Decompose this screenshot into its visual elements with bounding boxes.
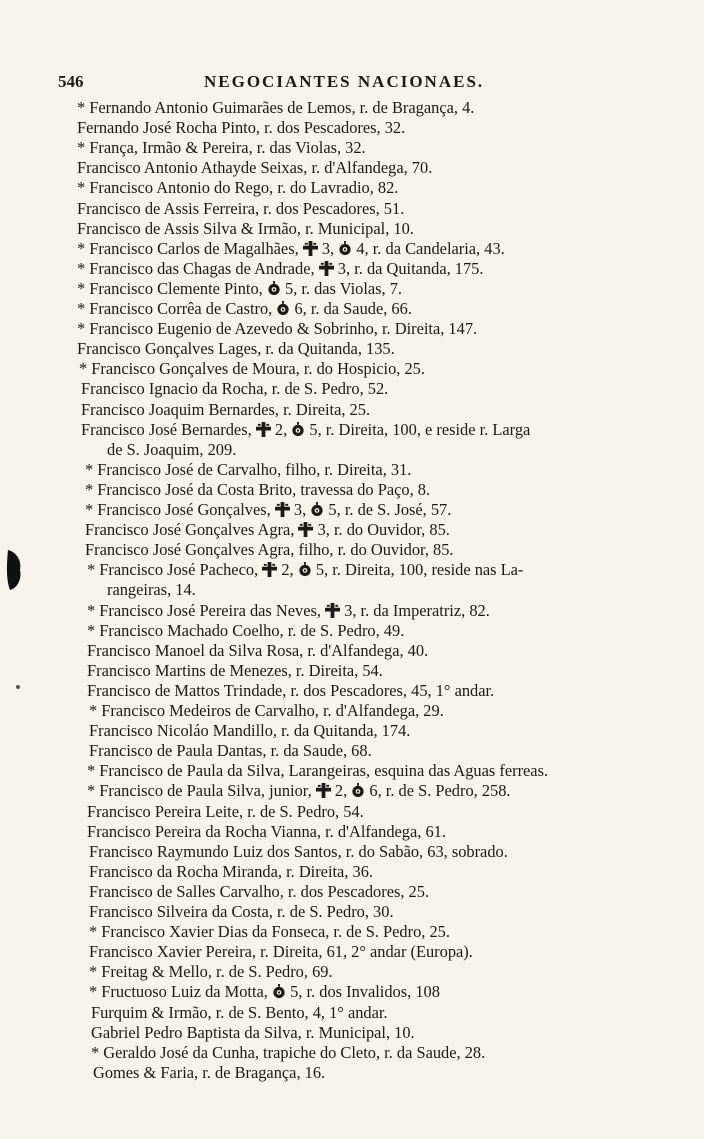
directory-entry: Francisco Nicoláo Mandillo, r. da Quitanda, 174. xyxy=(89,721,411,741)
directory-entry: * Francisco de Paula Silva, junior, 2, 6, r. de S. Pedro, 258. xyxy=(87,781,511,801)
order-cross-icon xyxy=(303,241,318,256)
directory-entry: rangeiras, 14. xyxy=(107,580,196,600)
directory-entry: * Francisco Antonio do Rego, r. do Lavradio, 82. xyxy=(77,178,399,198)
directory-entry: * Francisco José Gonçalves, 3, 5, r. de S. José, 57. xyxy=(85,500,452,519)
directory-entry: Francisco Xavier Pereira, r. Direita, 61, 2° andar (Europa). xyxy=(89,942,473,962)
directory-entry: Francisco de Mattos Trindade, r. dos Pescadores, 45, 1° andar. xyxy=(87,680,495,700)
directory-entry: * Francisco José Pereira das Neves, 3, r. da Imperatriz, 82. xyxy=(87,600,490,620)
order-cross-icon xyxy=(256,422,271,437)
order-rose-icon xyxy=(298,562,312,577)
directory-entry: * Francisco Carlos de Magalhães, 3, 4, r. da Candelaria, 43. xyxy=(77,238,505,258)
order-rose-icon xyxy=(338,241,352,256)
order-cross-icon xyxy=(298,522,313,537)
directory-entry: * Francisco Gonçalves de Moura, r. do Hospicio, 25. xyxy=(79,359,425,379)
directory-entry: * Francisco José da Costa Brito, travessa do Paço, 8. xyxy=(85,479,431,499)
order-rose-icon xyxy=(351,783,365,798)
directory-entry: Francisco de Assis Silva & Irmão, r. Municipal, 10. xyxy=(77,218,414,238)
directory-entry: Francisco Ignacio da Rocha, r. de S. Pedro, 52. xyxy=(81,379,389,399)
directory-entry: Francisco José Bernardes, 2, 5, r. Direita, 100, e reside r. Larga xyxy=(81,419,531,439)
order-rose-icon xyxy=(291,422,305,437)
order-cross-icon xyxy=(325,603,340,618)
page-number: 546 xyxy=(58,72,84,91)
ink-dot xyxy=(16,685,20,689)
order-cross-icon xyxy=(262,562,277,577)
page-header xyxy=(58,72,618,96)
directory-entry: Francisco Raymundo Luiz dos Santos, r. do Sabão, 63, sobrado. xyxy=(89,841,508,861)
directory-entry: Francisco Pereira Leite, r. de S. Pedro, 54. xyxy=(87,801,364,821)
directory-entry: * Geraldo José da Cunha, trapiche do Cleto, r. da Saude, 28. xyxy=(91,1042,486,1062)
directory-entry: * Francisco Eugenio de Azevedo & Sobrinho, r. Direita, 147. xyxy=(77,319,478,339)
order-cross-icon xyxy=(275,502,290,517)
directory-entry: Francisco José Gonçalves Agra, 3, r. do Ouvidor, 85. xyxy=(85,520,450,540)
directory-entry: Francisco Antonio Athayde Seixas, r. d'Alfandega, 70. xyxy=(77,158,433,178)
directory-entry: * Francisco Machado Coelho, r. de S. Pedro, 49. xyxy=(87,620,405,640)
directory-entry: Francisco Gonçalves Lages, r. da Quitanda, 135. xyxy=(77,339,395,359)
directory-entry: * Francisco das Chagas de Andrade, 3, r. da Quitanda, 175. xyxy=(77,258,484,278)
running-title: NEGOCIANTES NACIONAES. xyxy=(204,72,485,91)
directory-entry: Francisco de Salles Carvalho, r. dos Pescadores, 25. xyxy=(89,881,430,901)
directory-entry: * Francisco Xavier Dias da Fonseca, r. de S. Pedro, 25. xyxy=(89,922,450,942)
directory-entry: * Freitag & Mello, r. de S. Pedro, 69. xyxy=(89,962,333,982)
ink-blot-mark xyxy=(4,548,24,592)
directory-entry: Francisco de Paula Dantas, r. da Saude, 68. xyxy=(89,741,372,761)
directory-entry: Francisco Manoel da Silva Rosa, r. d'Alfandega, 40. xyxy=(87,640,429,660)
directory-entry: * Francisco José de Carvalho, filho, r. Direita, 31. xyxy=(85,459,412,479)
directory-entry: * Francisco Medeiros de Carvalho, r. d'Alfandega, 29. xyxy=(89,701,444,720)
directory-entry: Francisco Martins de Menezes, r. Direita, 54. xyxy=(87,660,383,680)
directory-entry: * França, Irmão & Pereira, r. das Violas, 32. xyxy=(77,138,366,158)
directory-entry: Francisco de Assis Ferreira, r. dos Pescadores, 51. xyxy=(77,198,405,218)
order-rose-icon xyxy=(276,301,290,316)
directory-entry: Gomes & Faria, r. de Bragança, 16. xyxy=(93,1062,326,1082)
order-rose-icon xyxy=(272,984,286,999)
directory-entry: * Fructuoso Luiz da Motta, 5, r. dos Invalidos, 108 xyxy=(89,982,440,1002)
directory-entry: Francisco José Gonçalves Agra, filho, r. do Ouvidor, 85. xyxy=(85,540,454,560)
order-cross-icon xyxy=(316,783,331,798)
directory-entry: * Fernando Antonio Guimarães de Lemos, r. de Bragança, 4. xyxy=(77,98,475,117)
directory-entry: Francisco Joaquim Bernardes, r. Direita, 25. xyxy=(81,399,371,419)
directory-entry: de S. Joaquim, 209. xyxy=(107,439,237,459)
directory-entry: * Francisco Clemente Pinto, 5, r. das Violas, 7. xyxy=(77,278,403,298)
order-cross-icon xyxy=(319,261,334,276)
order-rose-icon xyxy=(267,281,281,296)
order-rose-icon xyxy=(310,502,324,517)
directory-entry: Francisco Pereira da Rocha Vianna, r. d'Alfandega, 61. xyxy=(87,821,446,841)
directory-entry: Francisco Silveira da Costa, r. de S. Pedro, 30. xyxy=(89,902,394,921)
directory-entry: * Francisco Corrêa de Castro, 6, r. da Saude, 66. xyxy=(77,299,412,318)
directory-entry: * Francisco José Pacheco, 2, 5, r. Direita, 100, reside nas La- xyxy=(87,560,524,580)
directory-entry: Gabriel Pedro Baptista da Silva, r. Municipal, 10. xyxy=(91,1022,415,1042)
directory-entry: Francisco da Rocha Miranda, r. Direita, 36. xyxy=(89,861,374,881)
directory-entry: Furquim & Irmão, r. de S. Bento, 4, 1° andar. xyxy=(91,1002,388,1022)
directory-entry: * Francisco de Paula da Silva, Larangeiras, esquina das Aguas ferreas. xyxy=(87,761,549,781)
directory-entry: Fernando José Rocha Pinto, r. dos Pescadores, 32. xyxy=(77,118,406,138)
